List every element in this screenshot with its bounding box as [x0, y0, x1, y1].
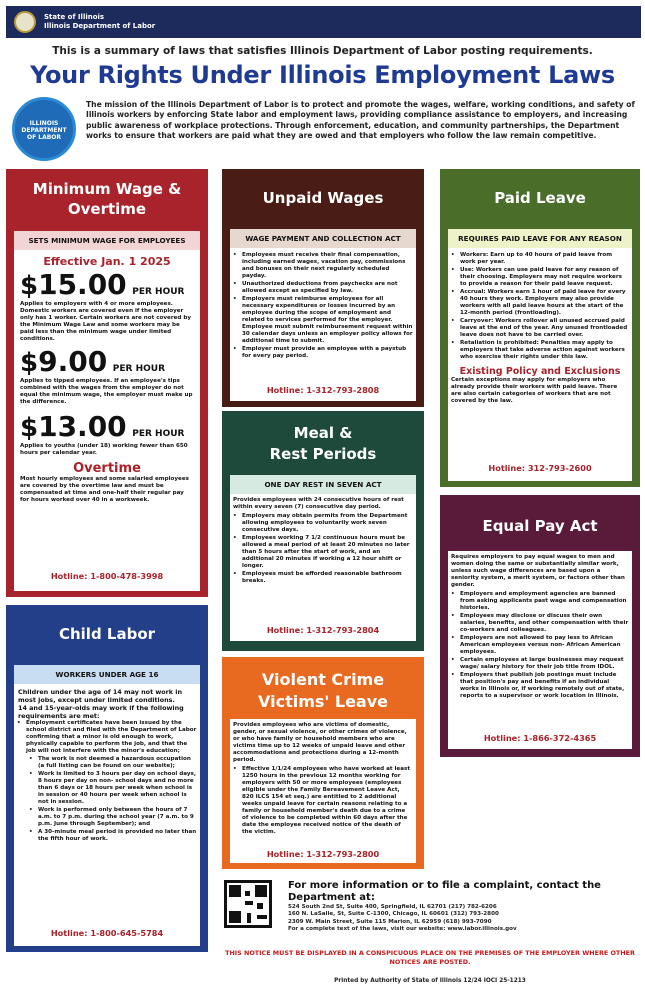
meal-bullet-3: • Employees must be afforded reasonable bathroom breaks.	[230, 571, 413, 585]
unpaid-bullet-2: • Unauthorized deductions from paychecks are not allowed except as specified by law.	[230, 281, 413, 295]
posting-notice: THIS NOTICE MUST BE DISPLAYED IN A CONSPICUOUS PLACE ON THE PREMISES OF THE EMPLOYER WHERE OTHER NOTICES ARE POSTED.	[225, 949, 635, 966]
paid-leave-bullet-4	[448, 318, 629, 339]
equal-pay-card	[440, 495, 640, 757]
equal-pay-bullet-1: • Employers and employment agencies are banned from asking applicants past wage and compensation histories.	[448, 591, 629, 612]
paid-leave-bullet-2	[448, 267, 629, 288]
marion-address: 2309 W. Main Street, Suite 115 Marion, IL 62959 (618) 993-7090	[288, 918, 492, 925]
minimum-wage-card	[6, 169, 208, 597]
paid-leave-hotline: Hotline: 312-793-2600	[488, 463, 592, 473]
rate-13: $13.00 PER HOUR	[20, 410, 185, 443]
rate-15-unit: PER HOUR	[132, 287, 185, 297]
child-labor-intro-2: 14 and 15-year-olds may work if the following requirements are met:	[18, 704, 184, 720]
equal-pay-body	[448, 551, 632, 749]
child-labor-card	[6, 605, 208, 952]
contact-info	[288, 880, 633, 934]
meal-rest-hotline: Hotline: 1-312-793-2804	[266, 625, 380, 635]
paid-leave-bullet-5	[448, 340, 629, 361]
top-banner	[6, 6, 641, 38]
existing-policy-text: Certain exceptions may apply for employers who already provide their workers with paid leave. There are also certain categories of workers that are not covered by the law.	[451, 377, 618, 404]
equal-pay-bullet-4: • Certain employees at large businesses may request wage/ salary history for their job title from IDOL.	[448, 657, 629, 671]
child-labor-sub-3: • Work is performed only between the hours of 7 a.m. to 7 p.m. during the school year (7 a.m. to 9 p.m. June through September); and	[14, 807, 197, 828]
child-labor-bullet-1: • Employment certificates have been issued by the school district and filed with the Department of Labor confirming that a minor is old enough to work, physically capable to perform the job, and that the job will not interfere with the minor's education;	[14, 720, 197, 755]
meal-rest-body	[230, 475, 416, 641]
violent-crime-hotline: Hotline: 1-312-793-2800	[266, 849, 380, 859]
rate-13-text: Applies to youths (under 18) working fewer than 650 hours per calendar year.	[20, 443, 188, 456]
violent-crime-intro: Provides employees who are victims of domestic, gender, or sexual violence, or other crimes of violence, or who have family or household members who are victims time up to 12 weeks of unpaid leave and other accommodations and protections during a 12-month period.	[233, 722, 407, 763]
paid-leave-lead-2: Use:	[460, 267, 474, 273]
paid-leave-text-5: Penalties may apply to employers that take adverse action against workers who exercise their rights under this law.	[460, 340, 625, 360]
equal-pay-bullet-3: • Employers are not allowed to pay less to African American employees versus non- African American employees.	[448, 635, 629, 656]
rate-15: $15.00 PER HOUR	[20, 268, 185, 301]
rate-13-amount: 13.00	[38, 410, 127, 443]
paid-leave-bullet-3	[448, 289, 629, 317]
paid-leave-title: Paid Leave	[494, 189, 586, 207]
child-labor-body	[14, 665, 200, 946]
website-line[interactable]: For a complete text of the laws, visit our website: www.labor.illinois.gov	[288, 926, 517, 933]
department-name: Illinois Department of Labor	[44, 22, 156, 30]
overtime-heading: Overtime	[73, 461, 141, 476]
paid-leave-text-4: Workers rollover all unused accrued paid leave at the end of the year. Any unused frontloaded leave does not have to be carried over.	[460, 318, 628, 338]
violent-crime-title-line-2: Victims' Leave	[258, 692, 388, 711]
equal-pay-intro: Requires employers to pay equal wages to men and women doing the same or substantially similar work, unless such wage differences are based upon a seniority system, a merit system, or factors other than gender.	[451, 554, 625, 588]
minimum-wage-hotline: Hotline: 1-800-478-3998	[50, 571, 164, 581]
child-labor-sub-4: • A 30-minute meal period is provided no later than the fifth hour of work.	[14, 829, 197, 843]
equal-pay-hotline: Hotline: 1-866-372-4365	[483, 733, 597, 743]
meal-bullet-2: • Employees working 7 1/2 continuous hours must be allowed a meal period of at least 20 minutes no later than 5 hours after the start of work, and an additional 20 minutes if working a 12 hour shift or longer.	[230, 535, 413, 570]
violent-crime-title-line-1: Violent Crime	[261, 670, 385, 689]
meal-rest-title	[222, 423, 424, 465]
page-title: Your Rights Under Illinois Employment Laws	[30, 61, 615, 89]
paid-leave-body	[448, 229, 632, 481]
meal-rest-title-line-2: Rest Periods	[269, 445, 377, 463]
child-labor-sub-2: • Work is limited to 3 hours per day on school days, 8 hours per day on non- school days and no more than 6 days or 18 hours per week when school is in session or 40 hours per week when school is not in session.	[14, 771, 197, 806]
meal-bullet-1: • Employers may obtain permits from the Department allowing employees to voluntarily work seven consecutive days.	[230, 513, 413, 534]
meal-rest-intro: Provides employees with 24 consecutive hours of rest within every seven (7) consecutive day period.	[233, 497, 404, 510]
rate-9-unit: PER HOUR	[112, 364, 165, 374]
unpaid-bullet-4: • Employer must provide an employee with a paystub for every pay period.	[230, 346, 413, 360]
paid-leave-lead-1: Workers:	[460, 252, 489, 258]
logo-line-1: ILLINOIS	[29, 120, 59, 127]
paid-leave-bar: REQUIRES PAID LEAVE FOR ANY REASON	[448, 229, 632, 248]
violent-crime-card	[222, 657, 424, 869]
rate-9: $9.00 PER HOUR	[20, 345, 165, 378]
equal-pay-bullet-5: • Employers that publish job postings must include that position's pay and benefits if an individual works in Illinois or, if working remotely out of state, reports to a supervisor or work location in Illinois.	[448, 672, 629, 700]
mission-statement: The mission of the Illinois Department of Labor is to protect and promote the wages, welfare, working conditions, and safety of Illinois workers by enforcing State labor and employment laws, providing compliance assistance to employers, and increasing public awareness of workplace protections. Through enforcement, education, and community partnerships, the Department works to ensure that workers are paid what they are owed and that employers who follow the law remain competitive.	[86, 100, 635, 141]
meal-rest-card	[222, 411, 424, 651]
idol-logo	[12, 97, 76, 161]
summary-line: This is a summary of laws that satisfies Illinois Department of Labor posting requirements.	[52, 45, 593, 57]
unpaid-wages-card	[222, 169, 424, 407]
logo-line-3: OF LABOR	[26, 134, 62, 141]
state-seal-icon	[14, 11, 36, 33]
paid-leave-bullet-1	[448, 252, 629, 266]
contact-heading: For more information or to file a complaint, contact the Department at:	[288, 880, 601, 903]
logo-line-2: DEPARTMENT	[21, 127, 67, 134]
banner-text	[44, 13, 155, 31]
unpaid-bullet-3: • Employers must reimburse employees for all necessary expenditures or losses incurred by an employee during the scope of employment and related to services performed for the employer. Employee must submit reimbursement request within 30 calendar days unless an employer policy allows for additional time to submit.	[230, 296, 413, 345]
rate-13-unit: PER HOUR	[132, 429, 185, 439]
chicago-address: 160 N. LaSalle, St, Suite C-1300, Chicago, IL 60601 (312) 793-2800	[288, 911, 499, 918]
rate-9-text: Applies to tipped employees. If an employee's tips combined with the wages from the employer do not equal the minimum wage, the employer must make up the difference.	[20, 378, 193, 405]
logo-text	[15, 120, 73, 141]
springfield-address: 524 South 2nd St, Suite 400, Springfield, IL 62701 (217) 782-6206	[288, 904, 497, 910]
child-labor-title: Child Labor	[58, 625, 156, 643]
existing-policy-heading: Existing Policy and Exclusions	[459, 366, 621, 377]
paid-leave-lead-5: Retaliation is prohibited:	[460, 340, 539, 346]
unpaid-wages-bar: WAGE PAYMENT AND COLLECTION ACT	[230, 229, 416, 248]
unpaid-wages-hotline: Hotline: 1-312-793-2808	[266, 385, 380, 395]
meal-rest-title-line-1: Meal &	[293, 424, 353, 442]
child-labor-intro-1: Children under the age of 14 may not work in most jobs, except under limited conditions.	[18, 688, 183, 704]
rate-15-text: Applies to employers with 4 or more employees. Domestic workers are covered even if the employer only has 1 worker. Certain workers are not covered by the Minimum Wage Law and some workers may be paid less than the minimum wage under limited conditions.	[20, 301, 191, 342]
overtime-text: Most hourly employees and some salaried employees are covered by the overtime law and must be compensated at time and one-half their regular pay for hours worked over 40 in a workweek.	[20, 476, 189, 503]
rate-9-amount: 9.00	[38, 345, 108, 378]
paid-leave-card	[440, 169, 640, 487]
violent-crime-body	[230, 719, 416, 863]
state-name: State of Illinois	[44, 13, 105, 21]
paid-leave-lead-4: Carryover:	[460, 318, 494, 324]
qr-code-icon[interactable]	[224, 880, 272, 928]
unpaid-wages-body	[230, 229, 416, 401]
equal-pay-bullet-2: • Employees may disclose or discuss their own salaries, benefits, and other compensation with their co-workers and colleagues.	[448, 613, 629, 634]
paid-leave-text-3: Workers earn 1 hour of paid leave for every 40 hours they work. Employers may also provide workers with all paid leave hours at the start of the 12-month period (frontloading).	[460, 289, 626, 316]
equal-pay-title: Equal Pay Act	[482, 517, 598, 535]
paid-leave-text-2: Workers can use paid leave for any reason of their choosing. Employers may not require workers to provide a reason for their paid leave request.	[460, 267, 622, 287]
effective-date: Effective Jan. 1 2025	[43, 255, 171, 268]
rate-15-amount: 15.00	[38, 268, 127, 301]
meal-rest-bar: ONE DAY REST IN SEVEN ACT	[230, 475, 416, 494]
child-labor-sub-1: • The work is not deemed a hazardous occupation (a full listing can be found on our website);	[14, 756, 197, 770]
minimum-wage-body	[14, 231, 200, 591]
child-labor-hotline: Hotline: 1-800-645-5784	[50, 928, 164, 938]
minimum-wage-bar: SETS MINIMUM WAGE FOR EMPLOYEES	[14, 231, 200, 250]
minimum-wage-title: Minimum Wage & Overtime	[32, 180, 182, 218]
unpaid-bullet-1: • Employees must receive their final compensation, including earned wages, vacation pay, commissions and bonuses on their next regularly scheduled payday.	[230, 252, 413, 280]
paid-leave-lead-3: Accrual:	[460, 289, 486, 295]
printed-by-line: Printed by Authority of State of Illinois 12/24 IOCI 25-1213	[334, 978, 526, 984]
violent-crime-bullet: • Effective 1/1/24 employees who have worked at least 1250 hours in the previous 12 months working for employers with 50 or more employees (employees eligible under the Family Bereavement Leave Act, 820 ILCS 154 et seq.) are entitled to 2 additional weeks unpaid leave for certain reasons relating to a family or household member's death due to a crime of violence to be completed within 60 days after the date the employee received notice of the death of the victim.	[230, 766, 413, 836]
violent-crime-title	[222, 669, 424, 713]
unpaid-wages-title: Unpaid Wages	[262, 189, 384, 207]
paid-leave-text-1: Earn up to 40 hours of paid leave from work per year.	[460, 252, 613, 265]
child-labor-bar: WORKERS UNDER AGE 16	[14, 665, 200, 684]
